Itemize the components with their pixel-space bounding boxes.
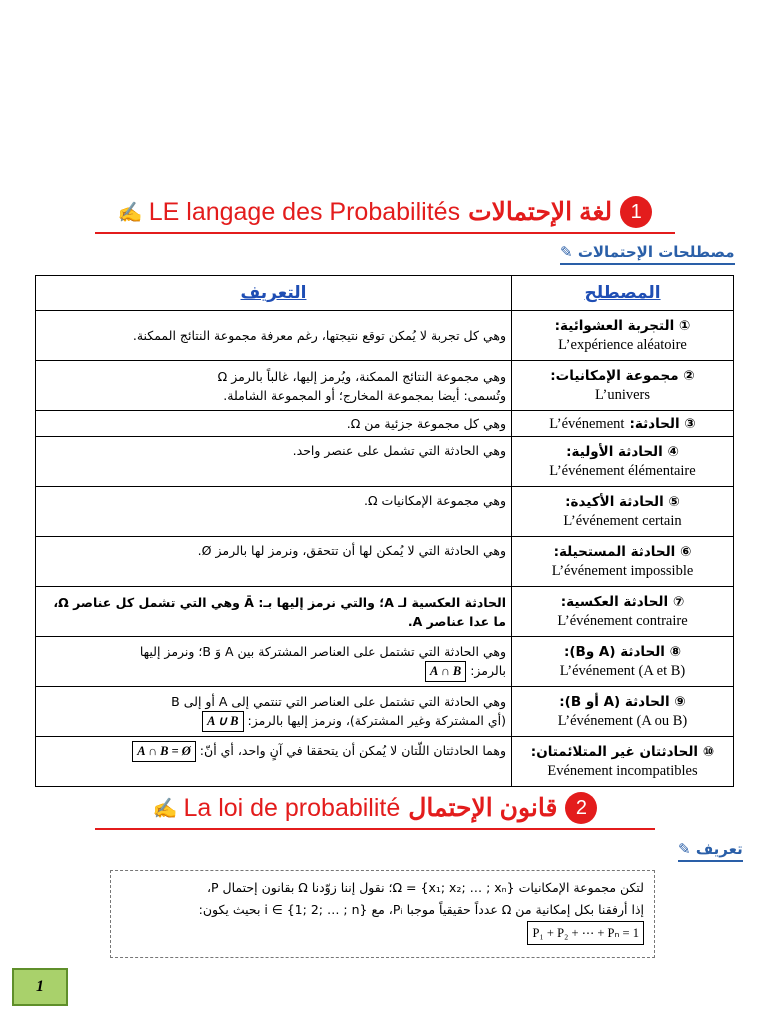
term-ar: ⑩ الحادثتان غير المتلائمتان: — [530, 744, 715, 760]
table-row — [36, 311, 734, 361]
definition-formula-line — [121, 921, 644, 945]
term-fr: L’événement contraire — [557, 613, 688, 629]
definition-line-1: لتكن مجموعة الإمكانيات Ω = {x₁; x₂; … ; xₙ}؛ نقول إننا زوّدنا Ω بقانون إحتمال P، — [206, 880, 644, 895]
row-term — [512, 311, 734, 361]
subheading-definition — [678, 840, 743, 862]
term-fr: L’événement (A ou B) — [557, 713, 688, 729]
row-definition: وهي كل تجربة لا يُمكن توقع نتيجتها، رغم معرفة مجموعة النتائج الممكنة. — [36, 311, 512, 361]
row-definition — [36, 687, 512, 737]
section-1-title-fr: LE langage des Probabilités — [148, 197, 461, 226]
table-row — [36, 687, 734, 737]
term-ar: ⑨ الحادثة (A أو B): — [559, 694, 686, 710]
row-definition-prefix: بالرمز: — [470, 662, 506, 678]
term-ar: ④ الحادثة الأولية: — [566, 444, 679, 460]
term-ar: ⑦ الحادثة العكسية: — [560, 594, 685, 610]
term-ar: ⑥ الحادثة المستحيلة: — [553, 544, 692, 560]
definition-box — [110, 870, 655, 958]
row-term — [512, 537, 734, 587]
terms-table — [35, 275, 734, 787]
row-definition-line: وتُسمى: أيضا بمجموعة المخارج؛ أو المجموعة الشاملة. — [223, 387, 506, 403]
row-term — [512, 587, 734, 637]
table-row — [36, 587, 734, 637]
term-ar: ⑧ الحادثة (A وB): — [563, 644, 682, 660]
section-1-title — [95, 192, 675, 234]
row-definition-line: ما عدا عناصر A. — [407, 613, 506, 629]
definition-line-2: إذا أرفقنا بكل إمكانية من Ω عدداً حقيقياً موجبا Pᵢ، مع i ∈ {1; 2; … ; n} بحيث يكون: — [198, 902, 644, 917]
row-definition-line: وهي الحادثة التي تشتمل على العناصر التي تنتمي إلى A أو إلى B — [171, 693, 506, 709]
row-definition — [36, 361, 512, 411]
term-fr: L’événement impossible — [551, 563, 694, 579]
term-ar: ① التجربة العشوائية: — [554, 318, 691, 334]
row-definition: وهي الحادثة التي تشمل على عنصر واحد. — [36, 437, 512, 487]
table-row — [36, 637, 734, 687]
page-number: 1 — [12, 968, 68, 1006]
term-ar: ② مجموعة الإمكانيات: — [550, 368, 695, 384]
row-definition-line: وهي مجموعة النتائج الممكنة، ويُرمز إليها، غالباً بالرمز Ω — [217, 368, 506, 384]
incompatible-box: A ∩ B = Ø — [132, 741, 196, 762]
row-term — [512, 361, 734, 411]
probability-sum-formula: P₁ + P₂ + ⋯ + Pₙ = 1 — [527, 921, 644, 945]
row-definition — [36, 737, 512, 787]
row-definition: وهي مجموعة الإمكانيات Ω. — [36, 487, 512, 537]
row-definition-line — [41, 661, 506, 682]
row-definition-line: وهما الحادثتان اللّتان لا يُمكن أن يتحققا في آنٍ واحد، أي أنّ: — [199, 743, 506, 758]
row-term — [512, 487, 734, 537]
pen-icon: ✍ — [117, 201, 143, 224]
subheading-terms-label: مصطلحات الإحتمالات — [577, 243, 735, 261]
term-fr: Evénement incompatibles — [547, 763, 698, 779]
table-row — [36, 361, 734, 411]
union-box: A ∪ B — [202, 711, 243, 732]
section-2-title-fr: La loi de probabilité — [183, 793, 401, 822]
term-fr: L’univers — [594, 387, 651, 403]
header-definition: التعريف — [36, 276, 512, 311]
section-2-title-ar: قانون الإحتمال — [408, 794, 558, 822]
section-1-number-badge: 1 — [620, 196, 652, 228]
table-row — [36, 737, 734, 787]
row-definition-prefix: (أي المشتركة وغير المشتركة)، ونرمز إليها بالرمز: — [247, 712, 506, 728]
row-definition — [36, 587, 512, 637]
term-fr: L’événement élémentaire — [549, 463, 696, 479]
intersection-box: A ∩ B — [425, 661, 466, 682]
subheading-terms — [560, 243, 735, 265]
subheading-definition-label: تعريف — [695, 840, 743, 858]
row-definition-line: وهي الحادثة التي تشتمل على العناصر المشتركة بين A وَ B؛ ونرمز إليها — [139, 643, 506, 659]
row-definition: وهي الحادثة التي لا يُمكن لها أن تتحقق، ونرمز لها بالرمز Ø. — [36, 537, 512, 587]
term-fr: L’événement (A et B) — [559, 663, 686, 679]
row-definition: وهي كل مجموعة جزئية من Ω. — [36, 411, 512, 437]
term-ar: ⑤ الحادثة الأكيدة: — [565, 494, 680, 510]
row-definition — [36, 637, 512, 687]
term-ar: ③ الحادثة: — [629, 416, 696, 432]
diploma-icon: ✎ — [678, 840, 691, 858]
row-term — [512, 437, 734, 487]
table-row — [36, 487, 734, 537]
section-2-title — [95, 788, 655, 830]
term-fr: L’événement certain — [563, 513, 682, 529]
row-definition-line — [41, 711, 506, 732]
term-fr: L’expérience aléatoire — [558, 337, 687, 353]
row-term — [512, 737, 734, 787]
section-2-number-badge: 2 — [565, 792, 597, 824]
section-1-title-ar: لغة الإحتمالات — [468, 198, 613, 226]
header-term: المصطلح — [512, 276, 734, 311]
table-row — [36, 437, 734, 487]
row-term — [512, 687, 734, 737]
row-term — [512, 637, 734, 687]
table-header-row — [36, 276, 734, 311]
row-term — [512, 411, 734, 437]
table-row — [36, 537, 734, 587]
table-row — [36, 411, 734, 437]
pen-icon: ✍ — [152, 797, 178, 820]
term-fr: L’événement — [549, 416, 625, 432]
diploma-icon: ✎ — [560, 243, 573, 261]
row-definition-line: الحادثة العكسية لـ A؛ والتي نرمز إليها بـ: Ā وهي التي تشمل كل عناصر Ω، — [53, 594, 506, 610]
